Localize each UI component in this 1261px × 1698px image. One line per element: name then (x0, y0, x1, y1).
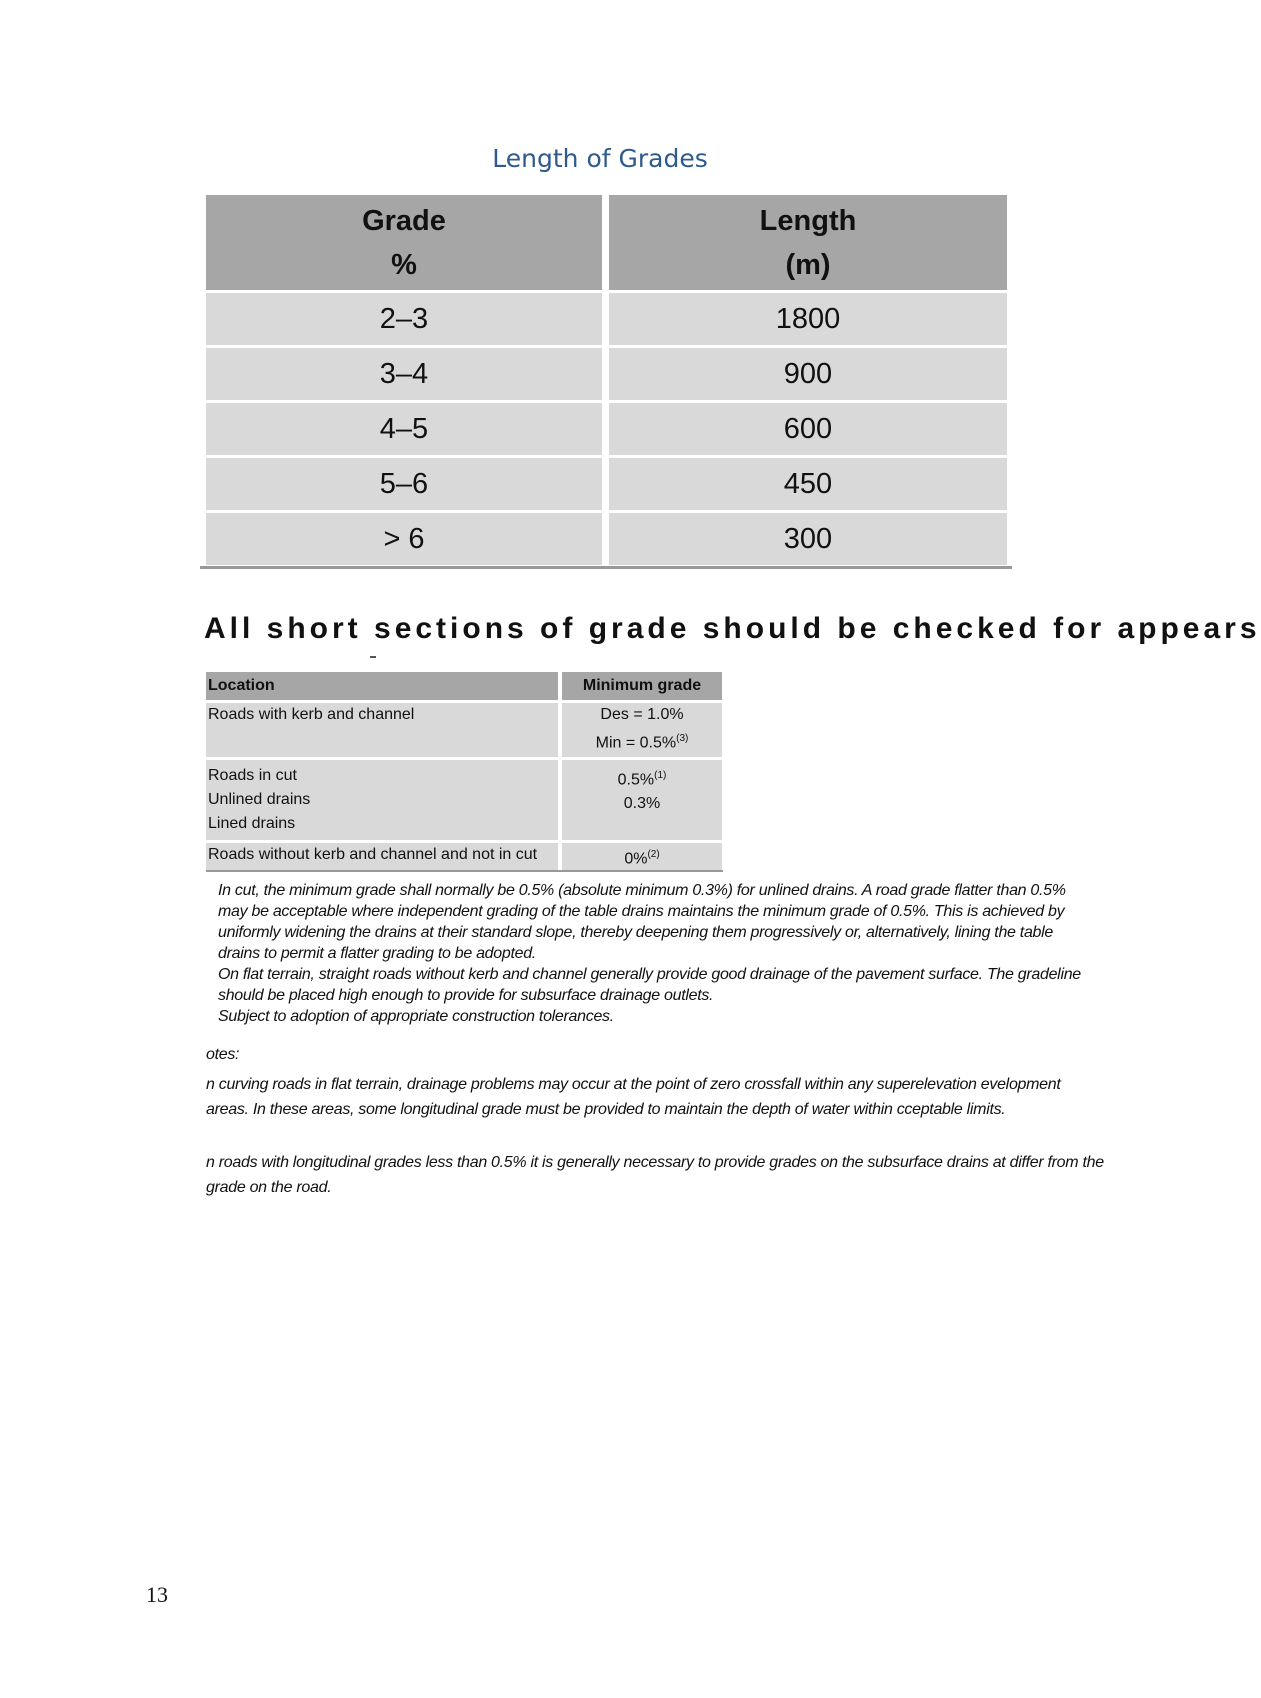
footnote-ref: (2) (647, 849, 660, 860)
cell-line: Roads in cut (208, 767, 297, 784)
grade-value: Min = 0.5% (595, 734, 677, 752)
footnote: Subject to adoption of appropriate construction tolerances. (218, 1008, 614, 1025)
table-bottom-rule (206, 870, 723, 872)
table-row (206, 455, 1007, 510)
cell-line: Roads with kerb and channel (208, 706, 415, 723)
note-paragraph (206, 1072, 1106, 1122)
length-cell: 300 (602, 510, 1007, 565)
grade-cell: > 6 (206, 510, 602, 565)
table-row (206, 510, 1007, 565)
notes-heading-text: otes: (206, 1046, 240, 1063)
footnote-ref: (1) (654, 770, 667, 781)
table-row (206, 400, 1007, 455)
grade-cell: 2–3 (206, 290, 602, 345)
table-row (206, 345, 1007, 400)
notes-heading (206, 1042, 1106, 1067)
header-line: Length (759, 204, 857, 237)
location-cell (206, 840, 558, 871)
footnote: In cut, the minimum grade shall normally be 0.5% (absolute minimum 0.3%) for unlined drains. A road grade flatter than 0.5% may be acceptable where independent grading of the table drains maintains the minimum grade of 0.5%. This is achieved by uniformly widening the drains at their standard slope, thereby deepening them progressively or, alternatively, lining the table drains to permit a flatter grading to be adopted. (218, 882, 1066, 962)
cell-line (562, 703, 722, 727)
minimum-grade-cell (558, 757, 722, 840)
note-text: n curving roads in flat terrain, drainage problems may occur at the point of zero crossfall within any superelevation evelopment areas. In these areas, some longitudinal grade must be provided to maintain the depth of water within cceptable limits. (206, 1076, 1061, 1118)
footnote: On flat terrain, straight roads without kerb and channel generally provide good drainage of the pavement surface. The gradeline should be placed high enough to provide for subsurface drainage outlets. (218, 966, 1081, 1004)
page-number: 13 (146, 1582, 168, 1607)
grade-value: Des = 1.0% (600, 706, 684, 723)
location-cell (206, 700, 558, 757)
cell-line (562, 727, 722, 755)
header-line: (m) (785, 248, 831, 281)
cell-line (562, 843, 722, 871)
page-title: Length of Grades (492, 144, 708, 173)
stray-mark (370, 656, 376, 658)
location-column-header: Location (206, 672, 558, 700)
minimum-grade-table (206, 672, 722, 871)
table-row (206, 700, 722, 757)
length-cell: 600 (602, 400, 1007, 455)
grade-value: 0.5% (617, 771, 655, 789)
table-row (206, 290, 1007, 345)
cell-line: Roads without kerb and channel and not in cut (208, 846, 538, 863)
note-text: n roads with longitudinal grades less than 0.5% it is generally necessary to provide grades on the subsurface drains at differ from the grade on the road. (206, 1154, 1104, 1196)
cell-line (562, 764, 722, 792)
grade-column-header (206, 195, 602, 290)
length-of-grades-table (206, 195, 1007, 565)
table-bottom-rule (200, 566, 1012, 569)
cropped-text-line (204, 612, 1261, 645)
table-footnotes (218, 880, 1098, 1027)
minimum-grade-cell (558, 700, 722, 757)
length-column-header (602, 195, 1007, 290)
table-row (206, 840, 722, 871)
length-cell: 1800 (602, 290, 1007, 345)
location-cell (206, 757, 558, 840)
cell-line: Lined drains (208, 815, 296, 832)
grade-value: 0% (624, 850, 648, 868)
grade-cell: 4–5 (206, 400, 602, 455)
length-cell: 450 (602, 455, 1007, 510)
grade-value: 0.3% (623, 795, 661, 813)
cell-line: Unlined drains (208, 791, 311, 808)
grade-cell: 5–6 (206, 455, 602, 510)
grade-cell: 3–4 (206, 345, 602, 400)
footnote-ref: (3) (676, 733, 689, 744)
header-line: % (391, 248, 417, 281)
note-paragraph (206, 1150, 1106, 1200)
length-cell: 900 (602, 345, 1007, 400)
minimum-grade-column-header: Minimum grade (558, 672, 722, 700)
header-line: Grade (362, 204, 446, 237)
minimum-grade-cell (558, 840, 722, 871)
cell-line (562, 792, 722, 816)
cropped-text: All short sections of grade should be checked for appears (204, 612, 1261, 645)
table-row (206, 757, 722, 840)
